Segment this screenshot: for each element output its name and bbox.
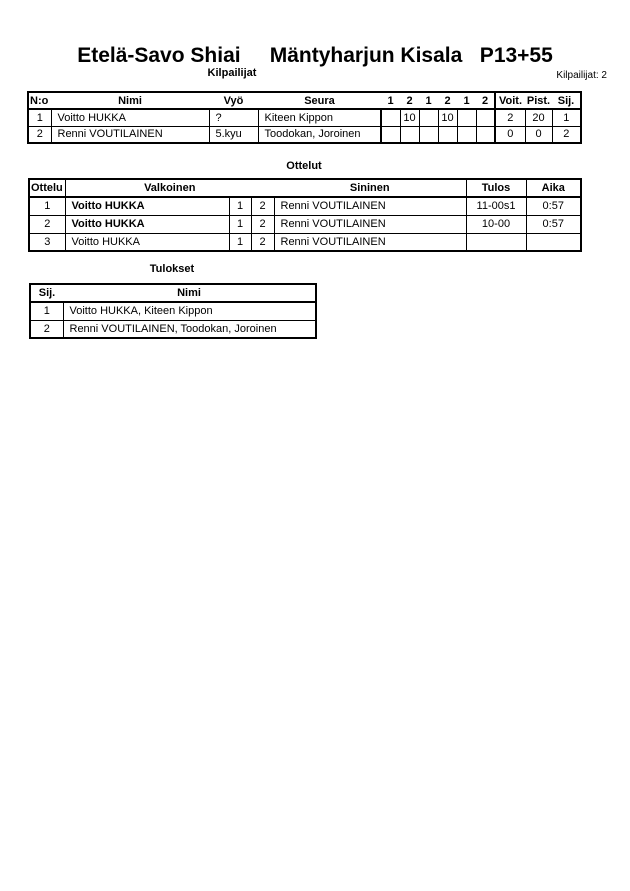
competitor-name: Voitto HUKKA <box>51 109 209 126</box>
col-header-club: Seura <box>258 92 381 109</box>
col-header-name: Nimi <box>51 92 209 109</box>
score-cell <box>381 126 400 143</box>
page-title: Etelä-Savo Shiai Mäntyharjun Kisala P13+55 <box>77 44 553 67</box>
score-cell: 10 <box>438 109 457 126</box>
match-white-name: Voitto HUKKA <box>65 215 229 233</box>
competitor-name: Renni VOUTILAINEN <box>51 126 209 143</box>
score-cell <box>419 109 438 126</box>
match-white-number: 1 <box>229 197 251 215</box>
competitors-table <box>27 91 582 144</box>
matches-table <box>28 178 582 252</box>
score-cell <box>457 109 476 126</box>
competitor-no: 2 <box>28 126 51 143</box>
score-cell <box>400 126 419 143</box>
match-white-name: Voitto HUKKA <box>65 233 229 251</box>
col-header-match: Ottelu <box>29 179 65 197</box>
col-header-no: N:o <box>28 92 51 109</box>
matches-section-title: Ottelut <box>286 160 322 172</box>
results-table <box>29 283 317 339</box>
col-header-round: 1 <box>419 92 438 109</box>
result-row <box>30 320 316 338</box>
competitors-section-title: Kilpailijat <box>207 67 257 79</box>
competitor-club: Kiteen Kippon <box>258 109 381 126</box>
col-header-round: 2 <box>400 92 419 109</box>
match-white-number: 1 <box>229 215 251 233</box>
match-white-number: 1 <box>229 233 251 251</box>
match-row <box>29 215 581 233</box>
score-cell <box>457 126 476 143</box>
result-name: Renni VOUTILAINEN, Toodokan, Joroinen <box>63 320 316 338</box>
match-blue-name: Renni VOUTILAINEN <box>274 215 466 233</box>
col-header-round: 1 <box>457 92 476 109</box>
match-blue-name: Renni VOUTILAINEN <box>274 233 466 251</box>
competitor-place: 2 <box>552 126 581 143</box>
match-blue-name: Renni VOUTILAINEN <box>274 197 466 215</box>
competitor-belt: 5.kyu <box>209 126 258 143</box>
competitor-row <box>28 126 581 143</box>
score-cell: 10 <box>400 109 419 126</box>
col-header-points: Pist. <box>525 92 552 109</box>
col-header-wins: Voit. <box>495 92 525 109</box>
competitor-row <box>28 109 581 126</box>
col-header-white: Valkoinen <box>65 179 274 197</box>
competitor-wins: 0 <box>495 126 525 143</box>
col-header-round: 1 <box>381 92 400 109</box>
match-no: 2 <box>29 215 65 233</box>
score-cell <box>381 109 400 126</box>
col-header-belt: Vyö <box>209 92 258 109</box>
match-no: 1 <box>29 197 65 215</box>
match-result <box>466 233 526 251</box>
match-blue-number: 2 <box>251 197 274 215</box>
competitors-header-row <box>28 92 581 109</box>
competitors-count-label: Kilpailijat: 2 <box>556 70 607 81</box>
match-time <box>526 233 581 251</box>
match-blue-number: 2 <box>251 233 274 251</box>
match-row <box>29 233 581 251</box>
competitor-points: 20 <box>525 109 552 126</box>
results-header-row <box>30 284 316 302</box>
match-row <box>29 197 581 215</box>
result-place: 2 <box>30 320 63 338</box>
match-white-name: Voitto HUKKA <box>65 197 229 215</box>
competitor-club: Toodokan, Joroinen <box>258 126 381 143</box>
col-header-time: Aika <box>526 179 581 197</box>
competitor-place: 1 <box>552 109 581 126</box>
col-header-blue: Sininen <box>274 179 466 197</box>
col-header-round: 2 <box>476 92 495 109</box>
score-cell <box>476 109 495 126</box>
competitor-belt: ? <box>209 109 258 126</box>
match-no: 3 <box>29 233 65 251</box>
col-header-round: 2 <box>438 92 457 109</box>
result-place: 1 <box>30 302 63 320</box>
match-blue-number: 2 <box>251 215 274 233</box>
score-cell <box>476 126 495 143</box>
col-header-place: Sij. <box>30 284 63 302</box>
result-name: Voitto HUKKA, Kiteen Kippon <box>63 302 316 320</box>
score-cell <box>438 126 457 143</box>
col-header-name: Nimi <box>63 284 316 302</box>
competitor-points: 0 <box>525 126 552 143</box>
match-time: 0:57 <box>526 197 581 215</box>
col-header-place: Sij. <box>552 92 581 109</box>
match-time: 0:57 <box>526 215 581 233</box>
match-result: 10-00 <box>466 215 526 233</box>
competitor-no: 1 <box>28 109 51 126</box>
results-section-title: Tulokset <box>149 263 195 275</box>
match-result: 11-00s1 <box>466 197 526 215</box>
col-header-result: Tulos <box>466 179 526 197</box>
score-cell <box>419 126 438 143</box>
matches-header-row <box>29 179 581 197</box>
result-row <box>30 302 316 320</box>
competitor-wins: 2 <box>495 109 525 126</box>
